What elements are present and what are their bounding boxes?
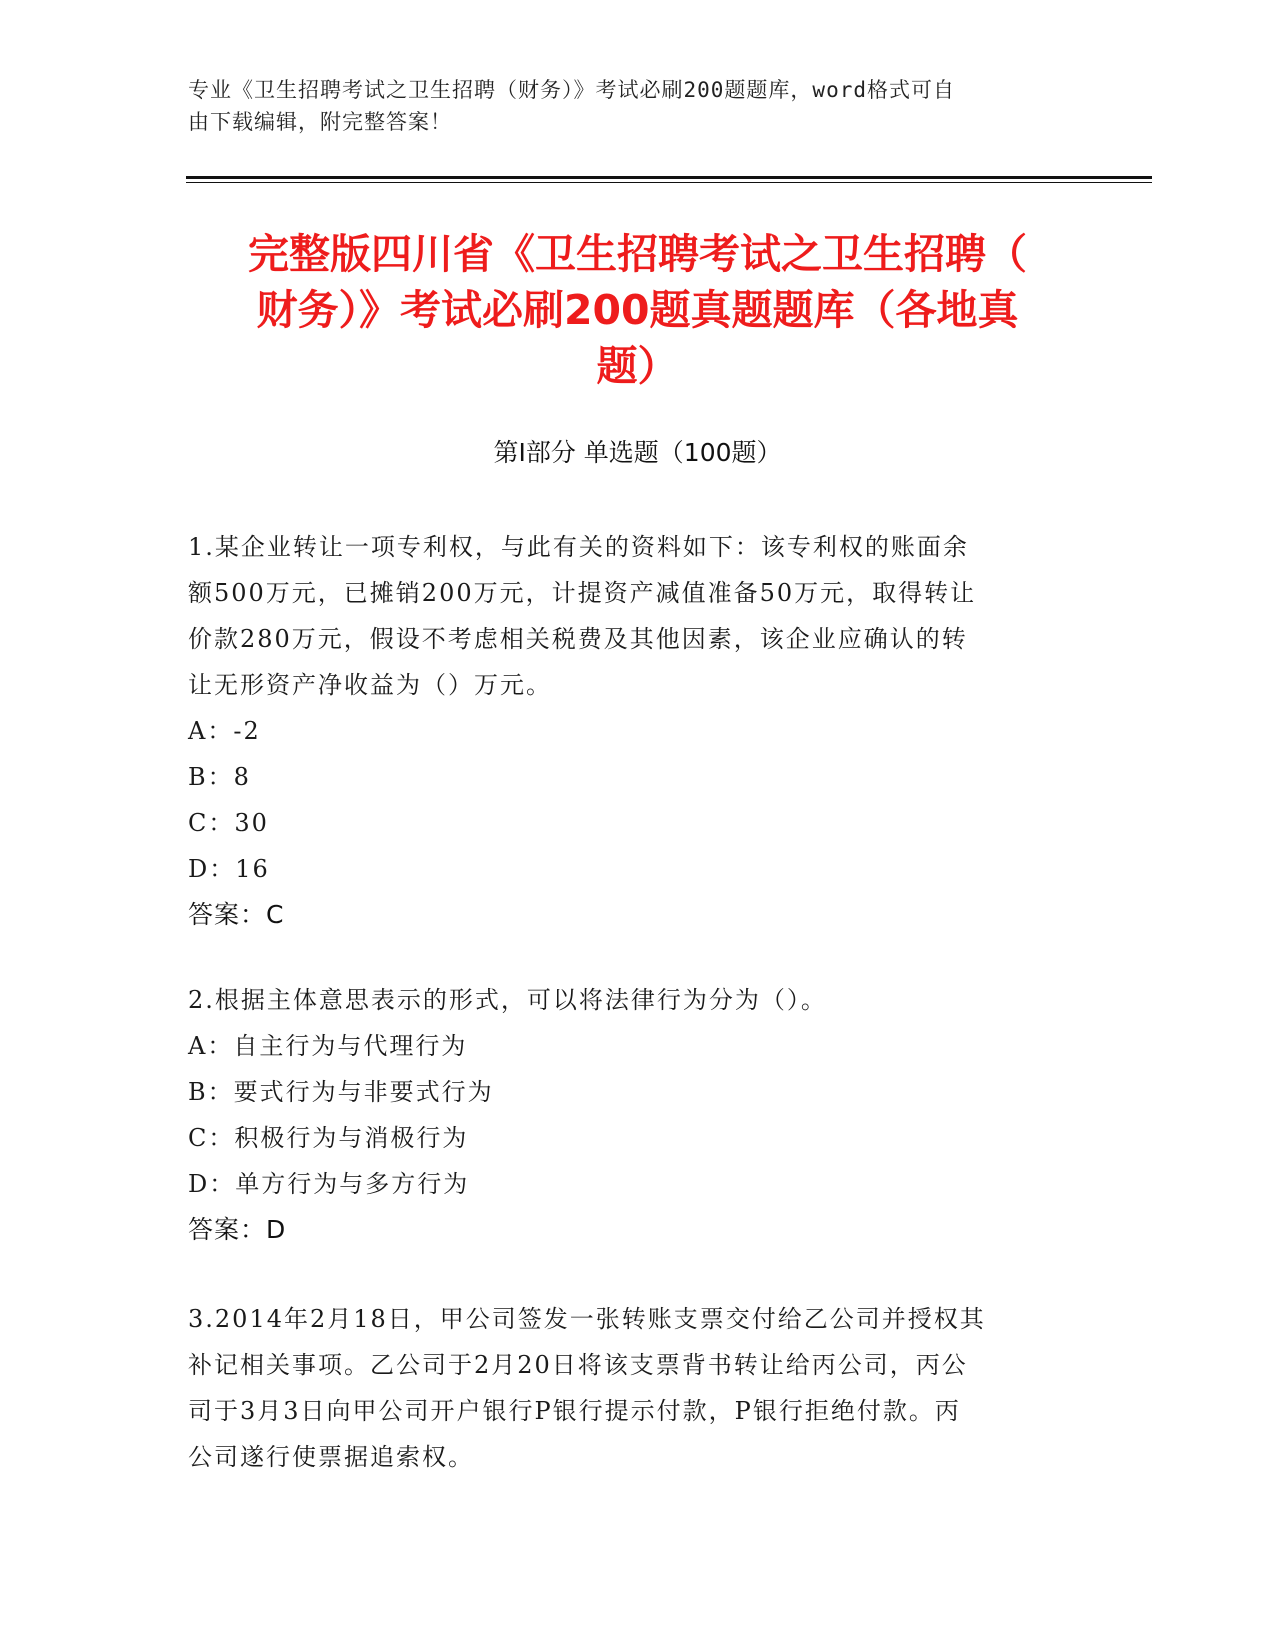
header-divider-thick [186, 176, 1152, 179]
document-title-line-3: 题） [596, 342, 679, 390]
question-stem-line: 补记相关事项。乙公司于2月20日将该支票背书转让给丙公司，丙公 [188, 1351, 968, 1379]
option-d: D：16 [188, 855, 270, 883]
question-1 [188, 524, 1088, 938]
option-b: B：8 [188, 763, 251, 791]
option-b: B：要式行为与非要式行为 [188, 1078, 494, 1106]
document-title-line-1: 完整版四川省《卫生招聘考试之卫生招聘（ [248, 230, 1027, 278]
document-title-line-2: 财务）》考试必刷200题真题题库（各地真 [256, 286, 1019, 334]
answer-line: 答案：C [188, 900, 285, 929]
question-stem-line: 1.某企业转让一项专利权，与此有关的资料如下：该专利权的账面余 [188, 533, 969, 561]
question-stem-line: 价款280万元，假设不考虑相关税费及其他因素，该企业应确认的转 [188, 625, 968, 653]
header-divider-thin [186, 182, 1152, 183]
question-stem-line: 公司遂行使票据追索权。 [188, 1443, 474, 1471]
answer-line: 答案：D [188, 1215, 287, 1244]
question-stem-line: 3.2014年2月18日，甲公司签发一张转账支票交付给乙公司并授权其 [188, 1305, 986, 1333]
question-2 [188, 977, 1088, 1253]
document-title [180, 226, 1095, 394]
question-stem-line: 司于3月3日向甲公司开户银行P银行提示付款，P银行拒绝付款。丙 [188, 1397, 961, 1425]
question-stem-line: 额500万元，已摊销200万元，计提资产减值准备50万元，取得转让 [188, 579, 977, 607]
header-note-line-2: 由下载编辑，附完整答案！ [188, 110, 452, 134]
option-a: A：自主行为与代理行为 [188, 1032, 468, 1060]
question-stem-line: 让无形资产净收益为（）万元。 [188, 671, 552, 699]
option-a: A：-2 [188, 717, 261, 745]
option-c: C：30 [188, 809, 269, 837]
option-d: D：单方行为与多方行为 [188, 1170, 470, 1198]
question-stem-line: 2.根据主体意思表示的形式，可以将法律行为分为（）。 [188, 986, 827, 1014]
header-note [188, 74, 1068, 138]
option-c: C：积极行为与消极行为 [188, 1124, 469, 1152]
question-3 [188, 1296, 1088, 1480]
section-heading: 第I部分 单选题（100题） [493, 438, 782, 467]
header-note-line-1: 专业《卫生招聘考试之卫生招聘（财务）》考试必刷200题题库，word格式可自 [188, 78, 955, 102]
